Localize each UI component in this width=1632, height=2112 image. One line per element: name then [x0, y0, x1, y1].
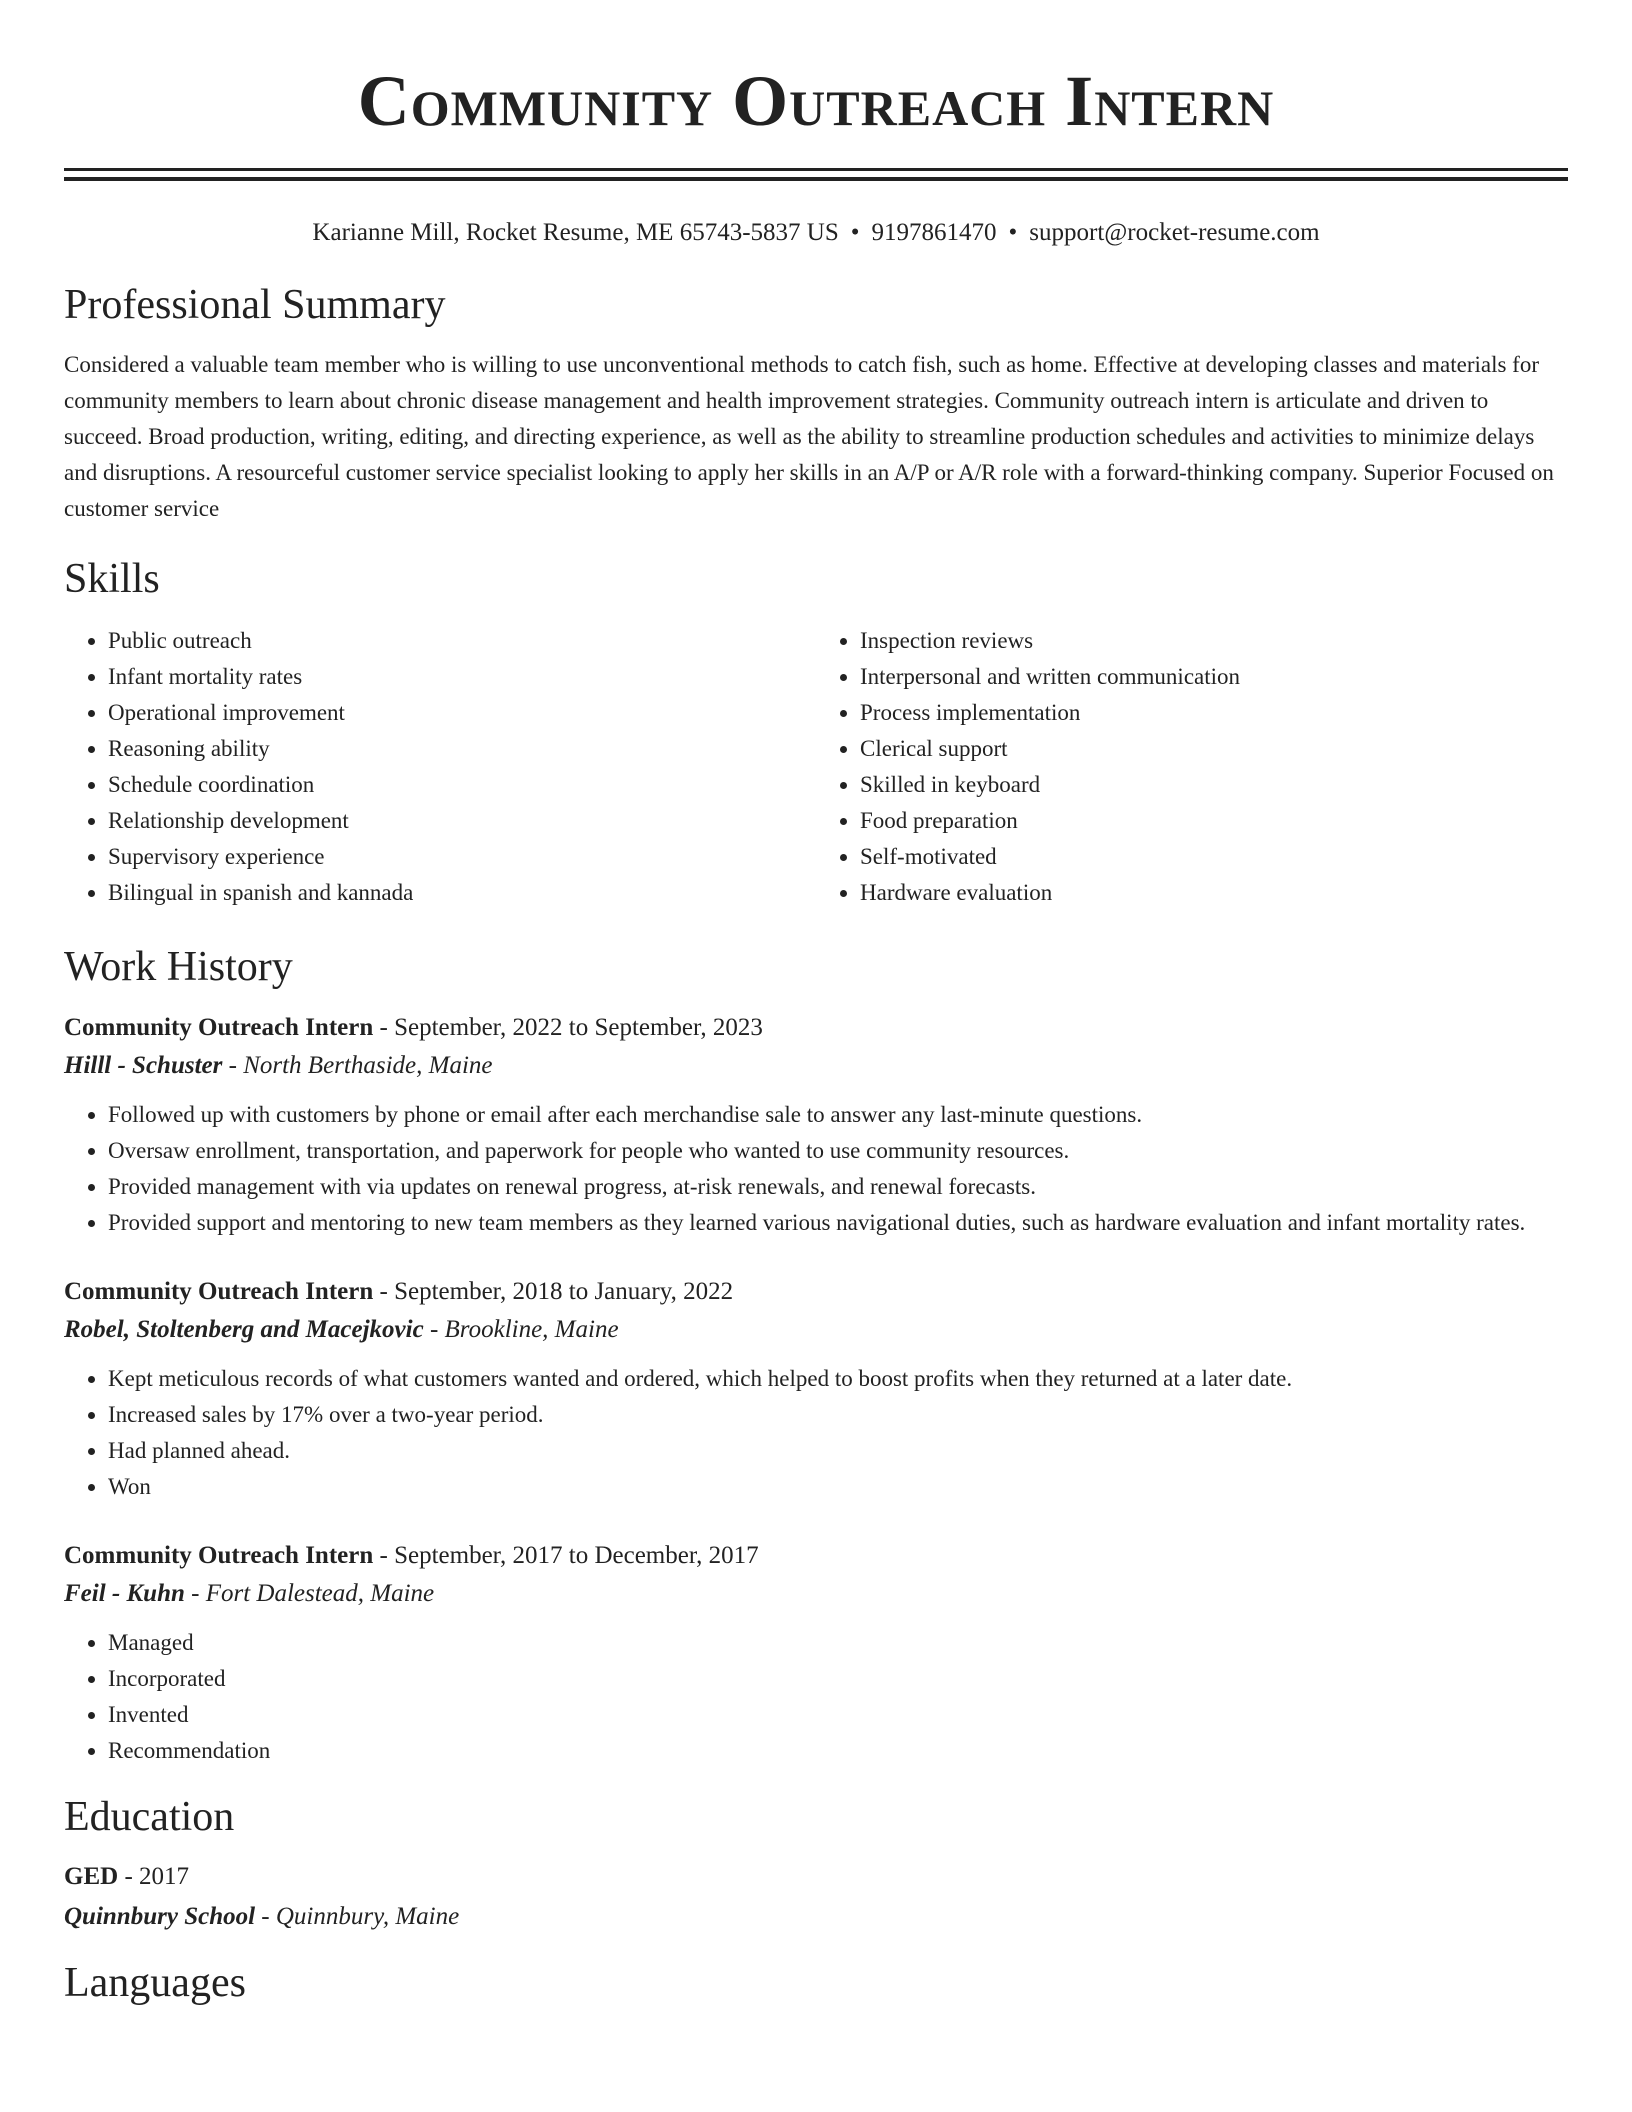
job-company-line: [64, 1047, 1568, 1085]
job-title: Community Outreach Intern: [64, 1014, 374, 1041]
job-entry: [64, 1009, 1568, 1241]
skill-item: • Infant mortality rates: [108, 659, 816, 695]
job-title-line: [64, 1537, 1568, 1575]
job-entry: [64, 1273, 1568, 1505]
job-dates: - September, 2018 to January, 2022: [373, 1278, 734, 1305]
title-divider-top: [64, 168, 1568, 171]
section-heading-languages: Languages: [64, 1960, 246, 2006]
job-bullet: • Invented: [108, 1697, 1568, 1733]
education-year: - 2017: [118, 1863, 190, 1890]
section-heading-work-history: Work History: [64, 944, 293, 990]
contact-separator: •: [850, 219, 860, 246]
job-bullet: • Had planned ahead.: [108, 1433, 1568, 1469]
skill-item: • Food preparation: [860, 803, 1568, 839]
job-bullet: • Provided support and mentoring to new team members as they learned various navigational duties, such as hardware evaluation and infant mortality rates.: [108, 1205, 1568, 1241]
job-title: Community Outreach Intern: [64, 1542, 374, 1569]
job-company-line: [64, 1311, 1568, 1349]
job-company: Robel, Stoltenberg and Macejkovic: [64, 1316, 424, 1343]
job-bullet: • Increased sales by 17% over a two-year period.: [108, 1397, 1568, 1433]
skill-item: • Inspection reviews: [860, 623, 1568, 659]
skill-item: • Self-motivated: [860, 839, 1568, 875]
job-bullets: [64, 1625, 1568, 1769]
contact-email: support@rocket-resume.com: [1029, 219, 1320, 246]
job-bullet: • Managed: [108, 1625, 1568, 1661]
contact-phone: 9197861470: [871, 219, 997, 246]
job-bullet: • Recommendation: [108, 1733, 1568, 1769]
section-heading-education: Education: [64, 1794, 235, 1840]
skill-item: • Hardware evaluation: [860, 875, 1568, 911]
job-bullets: [64, 1361, 1568, 1505]
job-company: Feil - Kuhn: [64, 1580, 185, 1607]
skills-column-left: [64, 623, 816, 911]
job-dates: - September, 2017 to December, 2017: [373, 1542, 759, 1569]
skill-item: • Bilingual in spanish and kannada: [108, 875, 816, 911]
job-bullet: • Incorporated: [108, 1661, 1568, 1697]
skill-item: • Public outreach: [108, 623, 816, 659]
section-heading-summary: Professional Summary: [64, 282, 446, 328]
job-title-line: [64, 1009, 1568, 1047]
education-school: Quinnbury School: [64, 1903, 256, 1930]
education-location: - Quinnbury, Maine: [255, 1903, 460, 1930]
job-company-line: [64, 1575, 1568, 1613]
job-title: Community Outreach Intern: [64, 1278, 374, 1305]
contact-separator: •: [1008, 219, 1018, 246]
job-bullets: [64, 1097, 1568, 1241]
skill-item: • Clerical support: [860, 731, 1568, 767]
section-heading-skills: Skills: [64, 556, 160, 602]
job-company: Hilll - Schuster: [64, 1052, 223, 1079]
skill-item: • Relationship development: [108, 803, 816, 839]
skill-item: • Interpersonal and written communication: [860, 659, 1568, 695]
skill-item: • Process implementation: [860, 695, 1568, 731]
skill-item: • Reasoning ability: [108, 731, 816, 767]
job-bullet: • Won: [108, 1469, 1568, 1505]
education-degree-line: [64, 1857, 1568, 1897]
summary-text: Considered a valuable team member who is willing to use unconventional methods to catch fish, such as home. Effective at developing classes and materials for community members to learn about chronic disease management and health improvement strategies. Community outreach intern is articulate and driven to succeed. Broad production, writing, editing, and directing experience, as well as the ability to streamline production schedules and activities to minimize delays and disruptions. A resourceful customer service specialist looking to apply her skills in an A/P or A/R role with a forward-thinking company. Superior Focused on customer service: [64, 352, 1554, 521]
job-location: - Fort Dalestead, Maine: [184, 1580, 435, 1607]
skills-column-right: [816, 623, 1568, 911]
skills-list: [64, 623, 1568, 911]
job-dates: - September, 2022 to September, 2023: [373, 1014, 763, 1041]
contact-line: [64, 217, 1568, 249]
skill-item: • Skilled in keyboard: [860, 767, 1568, 803]
job-entry: [64, 1537, 1568, 1769]
skill-item: • Supervisory experience: [108, 839, 816, 875]
job-location: - Brookline, Maine: [423, 1316, 619, 1343]
job-location: - North Berthaside, Maine: [222, 1052, 493, 1079]
job-bullet: • Followed up with customers by phone or email after each merchandise sale to answer any last-minute questions.: [108, 1097, 1568, 1133]
education-degree: GED: [64, 1863, 119, 1890]
resume-title: Community Outreach Intern: [357, 61, 1275, 141]
job-title-line: [64, 1273, 1568, 1311]
job-bullet: • Oversaw enrollment, transportation, and paperwork for people who wanted to use community resources.: [108, 1133, 1568, 1169]
title-divider-bottom: [64, 177, 1568, 181]
skill-item: • Schedule coordination: [108, 767, 816, 803]
job-bullet: • Provided management with via updates on renewal progress, at-risk renewals, and renewal forecasts.: [108, 1169, 1568, 1205]
skill-item: • Operational improvement: [108, 695, 816, 731]
education-entry: [64, 1857, 1568, 1937]
contact-address: Karianne Mill, Rocket Resume, ME 65743-5837 US: [312, 219, 839, 246]
job-bullet: • Kept meticulous records of what customers wanted and ordered, which helped to boost profits when they returned at a later date.: [108, 1361, 1568, 1397]
education-school-line: [64, 1897, 1568, 1937]
